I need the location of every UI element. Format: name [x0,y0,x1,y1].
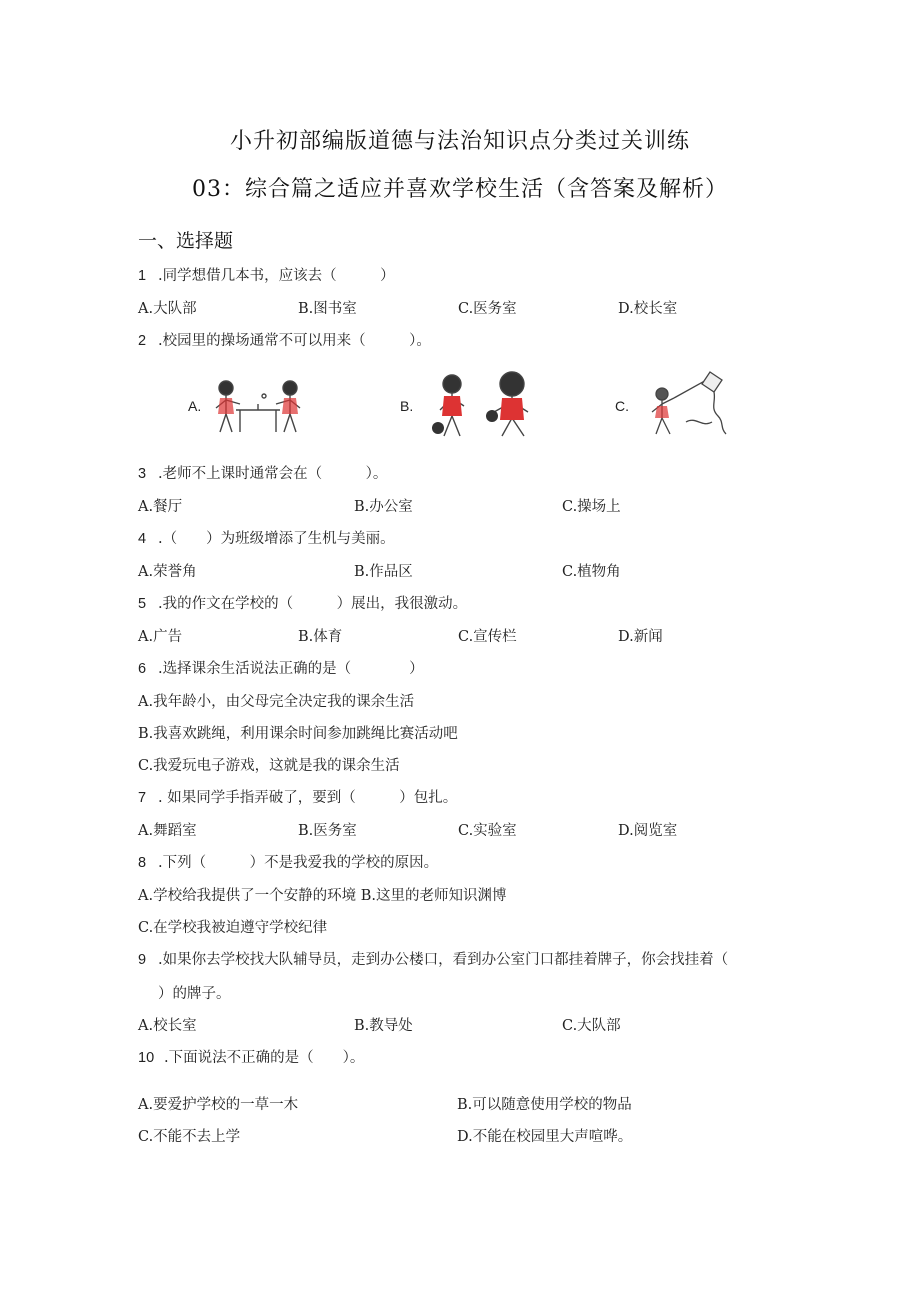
question-3: 3 .老师不上课时通常会在（ ）。 [138,466,388,482]
q6-option-c[interactable]: C.我爱玩电子游戏，这就是我的课余生活 [138,758,400,774]
doc-title: 小升初部编版道德与法治知识点分类过关训练 [229,129,690,154]
q7-option-b[interactable]: B.医务室 [298,823,357,839]
basketball-icon[interactable] [428,370,544,440]
q1-option-b[interactable]: B.图书室 [298,301,357,317]
question-2: 2 .校园里的操场通常不可以用来（ ）。 [138,333,431,349]
question-9: 9 .如果你去学校找大队辅导员，走到办公楼口，看到办公室门口都挂着牌子，你会找挂着（ [138,952,729,968]
q9-option-b[interactable]: B.教导处 [354,1018,413,1034]
q5-option-b[interactable]: B.体育 [298,629,343,645]
q2-pic-label-c[interactable]: C. [615,398,629,414]
q10-option-c[interactable]: C.不能不去上学 [138,1129,241,1145]
question-8: 8 .下列（ ）不是我爱我的学校的原因。 [138,855,439,871]
q7-option-c[interactable]: C.实验室 [458,823,517,839]
question-5: 5 .我的作文在学校的（ ）展出，我很激动。 [138,596,468,612]
q10-option-a[interactable]: A.要爱护学校的一草一木 [138,1097,299,1113]
kite-icon[interactable] [640,368,734,442]
q6-option-b[interactable]: B.我喜欢跳绳，利用课余时间参加跳绳比赛活动吧 [138,726,458,742]
q4-option-c[interactable]: C.植物角 [562,564,621,580]
q3-option-c[interactable]: C.操场上 [562,499,621,515]
q3-option-b[interactable]: B.办公室 [354,499,413,515]
q7-option-d[interactable]: D.阅览室 [618,823,678,839]
section-heading: 一、选择题 [138,230,234,252]
question-6: 6 .选择课余生活说法正确的是（ ） [138,661,424,677]
q5-option-c[interactable]: C.宣传栏 [458,629,517,645]
doc-subtitle: 03：综合篇之适应并喜欢学校生活（含答案及解析） [192,177,728,202]
q10-option-d[interactable]: D.不能在校园里大声喧哗。 [457,1129,633,1145]
q9-option-c[interactable]: C.大队部 [562,1018,621,1034]
q9-option-a[interactable]: A.校长室 [138,1018,197,1034]
q4-option-b[interactable]: B.作品区 [354,564,413,580]
q2-pic-label-b[interactable]: B. [400,398,414,414]
q10-option-b[interactable]: B.可以随意使用学校的物品 [457,1097,632,1113]
table-tennis-icon[interactable] [206,374,310,438]
q1-option-d[interactable]: D.校长室 [618,301,678,317]
question-7: 7 . 如果同学手指弄破了，要到（ ）包扎。 [138,790,458,806]
q2-pic-label-a[interactable]: A. [188,398,202,414]
q6-option-a[interactable]: A.我年龄小，由父母完全决定我的课余生活 [138,694,415,710]
q7-option-a[interactable]: A.舞蹈室 [138,823,197,839]
q1-option-c[interactable]: C.医务室 [458,301,517,317]
question-4: 4 .（ ）为班级增添了生机与美丽。 [138,531,395,547]
q4-option-a[interactable]: A.荣誉角 [138,564,197,580]
question-1: 1 .同学想借几本书，应该去（ ） [138,268,395,284]
question-10: 10 .下面说法不正确的是（ ）。 [138,1050,365,1066]
q1-option-a[interactable]: A.大队部 [138,301,197,317]
q3-option-a[interactable]: A.餐厅 [138,499,183,515]
q5-option-a[interactable]: A.广告 [138,629,183,645]
q8-option-c[interactable]: C.在学校我被迫遵守学校纪律 [138,920,328,936]
q5-option-d[interactable]: D.新闻 [618,629,663,645]
q8-option-ab[interactable]: A.学校给我提供了一个安静的环境 B.这里的老师知识渊博 [138,888,507,904]
question-9-continued: ）的牌子。 [158,986,231,1002]
